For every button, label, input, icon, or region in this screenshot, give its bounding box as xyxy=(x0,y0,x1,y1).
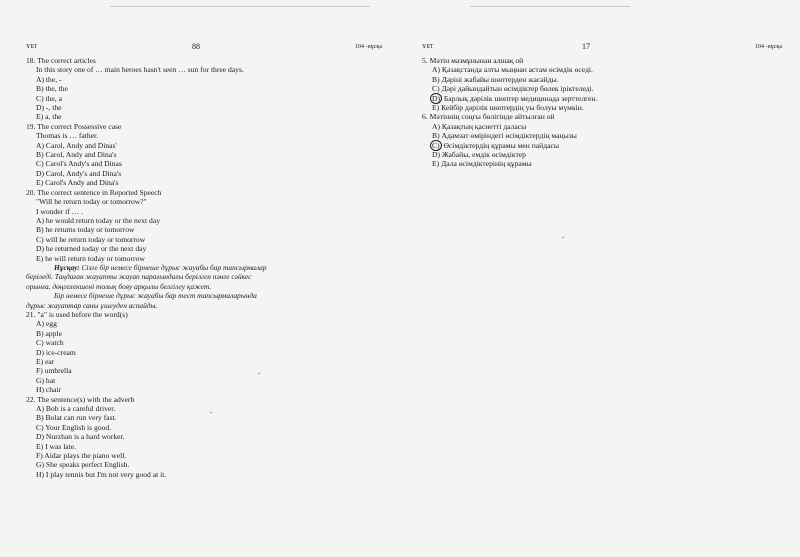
answer-option: A) Carol, Andy and Dinas' xyxy=(36,140,117,150)
question-22 xyxy=(26,395,382,480)
option-letter: D) xyxy=(432,150,441,160)
option-letter: C) xyxy=(432,84,440,94)
answer-option: G) She speaks perfect English. xyxy=(36,460,130,470)
answer-option: A) egg xyxy=(36,319,57,329)
variant-label: 104 -нұсқа xyxy=(355,44,382,50)
answer-option: E) Carol's Andy and Dina's xyxy=(36,178,119,188)
answer-option: A) the, - xyxy=(36,74,62,84)
question-title: 6. Мәтіннің соңғы бөлігінде айтылған ой xyxy=(422,112,555,122)
answer-option: B) Bolat can run very fast. xyxy=(36,413,117,423)
answer-option xyxy=(422,159,782,168)
page-number: 17 xyxy=(582,42,590,51)
option-letter: A) xyxy=(432,121,441,131)
right-page xyxy=(400,0,800,557)
question-title: 19. The correct Possessive case xyxy=(26,121,122,131)
answer-option: D) Nurzhan is a hard worker. xyxy=(36,432,125,442)
question-title: 22. The sentence(s) with the adverb xyxy=(26,394,135,404)
question-stem: In this story one of … main heroes hasn't seen … sun for three days. xyxy=(36,65,244,75)
answer-option: B) apple xyxy=(36,328,62,338)
test-code-label: ҰБТ xyxy=(26,44,38,50)
answer-option: E) I was late. xyxy=(36,441,77,451)
instruction-line: дұрыс жауаптар саны ұшеуден аспайды. xyxy=(26,300,158,310)
option-letter: A) xyxy=(432,65,441,75)
answer-option: B) Carol, Andy and Dina's xyxy=(36,150,117,160)
variant-label: 104 -нұсқа xyxy=(755,44,782,50)
answer-option: D) he returned today or the next day xyxy=(36,244,147,254)
page-number: 88 xyxy=(192,42,200,51)
question-18 xyxy=(26,56,382,122)
answer-option xyxy=(422,122,782,131)
answer-option xyxy=(422,131,782,140)
right-page-header xyxy=(422,40,782,52)
answer-option-circled xyxy=(422,141,782,150)
answer-option: D) Carol, Andy's and Dina's xyxy=(36,168,122,178)
scan-speck xyxy=(562,237,564,238)
option-text: Өсімдіктердің құрамы мен пайдасы xyxy=(441,140,559,150)
answer-option: H) chair xyxy=(36,385,62,395)
answer-option: G) hat xyxy=(36,375,56,385)
option-text: Адамзат өміріндегі өсімдіктердің маңызы xyxy=(439,131,577,141)
question-title: 21. "a" is used before the word(s) xyxy=(26,309,128,319)
instruction-line: Бір немесе бірнеше дұрыс жауабы бар тест тапсырмаларында xyxy=(54,291,257,301)
question-5 xyxy=(422,56,782,112)
scan-speck xyxy=(210,412,212,413)
answer-option: B) the, the xyxy=(36,84,68,94)
instruction-lead: Нұсқау: xyxy=(54,262,80,272)
answer-option: A) he would return today or the next day xyxy=(36,215,160,225)
option-text: Дәрі дайындайтын өсімдіктер бөлек іріктеледі. xyxy=(439,84,594,94)
question-19 xyxy=(26,122,382,188)
answer-option: B) he returns today or tomorrow xyxy=(36,225,135,235)
option-letter: E) xyxy=(432,159,440,169)
option-text: Кейбір дәрілік шөптердің уы болуы мүмкін. xyxy=(439,103,584,113)
option-text: Дәріні жабайы шөптерден жасайды. xyxy=(439,74,559,84)
answer-option xyxy=(422,75,782,84)
instruction-block xyxy=(26,263,382,310)
answer-option: E) a, the xyxy=(36,112,62,122)
option-letter-circled: D) xyxy=(432,93,441,103)
question-title: 18. The correct articles xyxy=(26,56,96,65)
option-text: Жабайы, емдік өсімдіктер xyxy=(440,150,526,160)
option-text: Қазақстанда алты мыңнан астам өсімдік өседі. xyxy=(440,65,593,75)
answer-option: C) will he return today or tomorrow xyxy=(36,234,146,244)
option-letter-circled: C) xyxy=(432,140,440,150)
answer-option: F) umbrella xyxy=(36,366,72,376)
answer-option xyxy=(422,150,782,159)
answer-option xyxy=(422,84,782,93)
instruction-text: Сізге бір немесе бірнеше дұрыс жауабы бар тапсырмалар xyxy=(79,262,267,272)
answer-option: E) ear xyxy=(36,357,55,366)
answer-option: C) Carol's Andy's and Dinas xyxy=(36,159,122,169)
instruction-line: беріледі. Таңдаған жауапты жауап парағындағы берілген пәнге сәйкес xyxy=(26,272,252,282)
answer-option: C) Your English is good. xyxy=(36,422,112,432)
option-text: Дала өсімдіктерінің құрамы xyxy=(439,159,532,169)
instruction-line xyxy=(26,263,382,272)
test-code-label: ҰБТ xyxy=(422,44,434,50)
instruction-line: орынға, дөңгелекшені толық бояу арқылы белгілеу қажет. xyxy=(26,281,212,291)
option-letter: E) xyxy=(432,103,440,113)
option-text: Барлық дәрілік шөптер медицинада зерттелген. xyxy=(442,93,598,103)
answer-option: H) I play tennis but I'm not very good at it. xyxy=(36,469,167,479)
question-stem: "Will he return today or tomorrow?" xyxy=(36,197,147,207)
question-title: 5. Мәтін мазмұнынан алшақ ой xyxy=(422,56,524,65)
question-20 xyxy=(26,188,382,263)
question-21 xyxy=(26,310,382,395)
answer-option xyxy=(422,65,782,74)
option-text: Қазақтың қасиетті даласы xyxy=(440,121,527,131)
left-page-header xyxy=(26,40,382,52)
question-6 xyxy=(422,112,782,168)
answer-option-circled xyxy=(422,94,782,103)
answer-option: E) he will return today or tomorrow xyxy=(36,253,145,263)
answer-option: F) Aidar plays the piano well. xyxy=(36,451,127,461)
question-stem: I wonder if … . xyxy=(36,206,84,216)
scan-speck xyxy=(258,373,260,374)
answer-option: A) Bob is a careful driver. xyxy=(36,404,116,414)
answer-option: C) watch xyxy=(36,338,64,348)
option-letter: B) xyxy=(432,131,440,141)
answer-option: D) ice-cream xyxy=(36,347,76,357)
option-letter: B) xyxy=(432,74,440,84)
answer-option xyxy=(422,103,782,112)
question-title: 20. The correct sentence in Reported Speech xyxy=(26,187,162,197)
answer-option: C) the, a xyxy=(36,93,62,103)
answer-option: D) -, the xyxy=(36,103,62,113)
question-stem: Thomas is … father. xyxy=(36,131,99,141)
